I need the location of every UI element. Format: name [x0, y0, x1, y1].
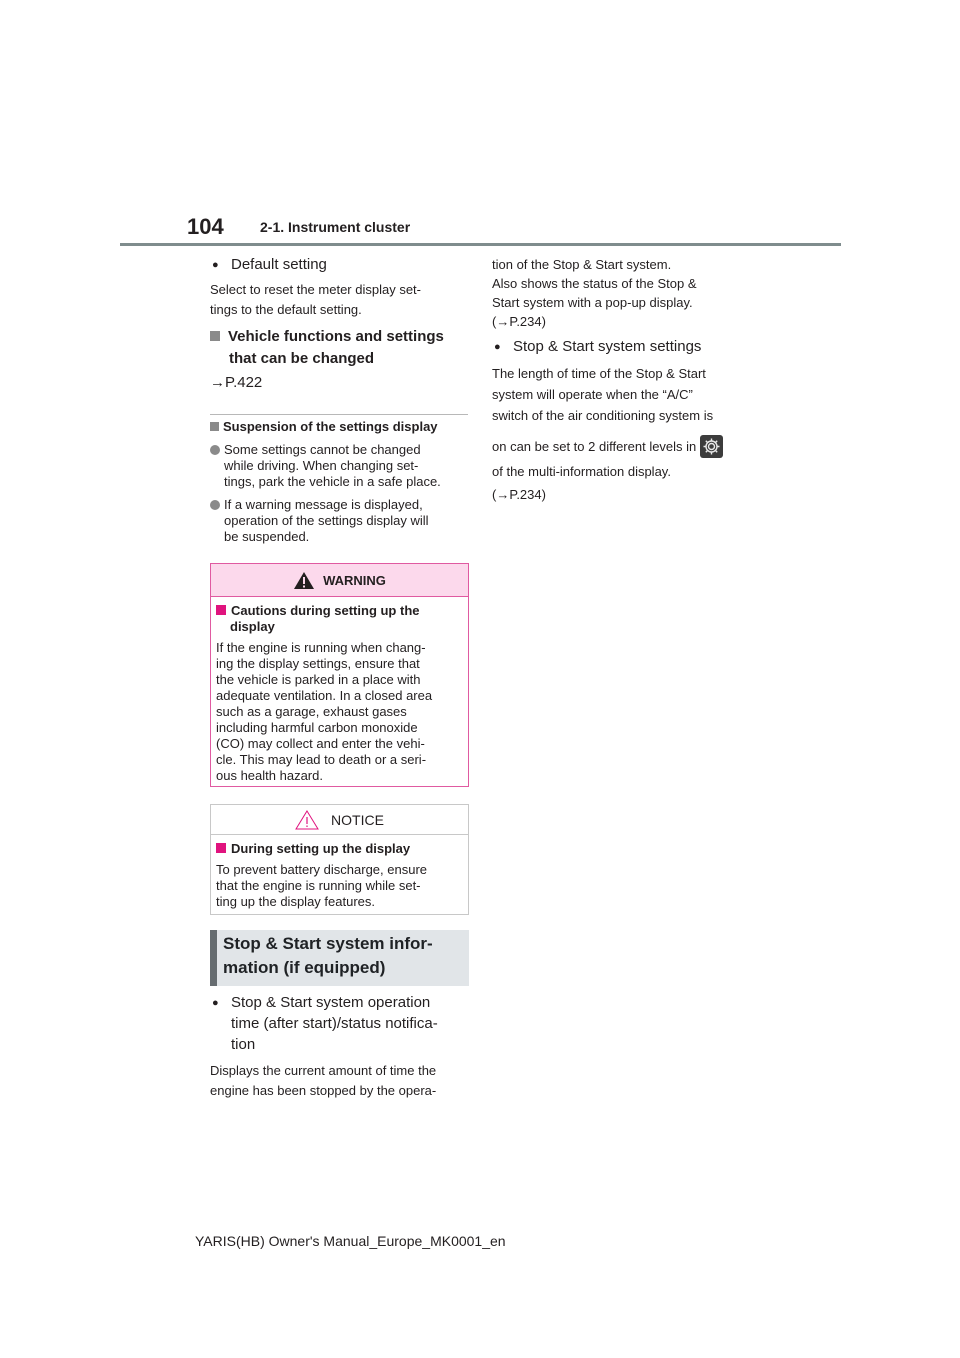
- circle-bullet-icon: [210, 500, 220, 510]
- divider: [210, 414, 468, 415]
- operation-time-heading: ● Stop & Start system operation time (after start)/status notifica- tion: [212, 994, 438, 1053]
- warning-box: [210, 563, 469, 787]
- bullet-icon: ●: [212, 997, 219, 1009]
- suspension-heading: Suspension of the settings display: [210, 419, 438, 434]
- suspension-item-1: Some settings cannot be changed while driving. When changing set- tings, park the vehicle in a safe place.: [210, 442, 472, 490]
- square-bullet-icon: [216, 843, 226, 853]
- default-setting-heading: ● Default setting: [212, 254, 327, 276]
- notice-header: NOTICE: [211, 805, 468, 835]
- warning-triangle-icon: [293, 571, 315, 590]
- notice-body: [211, 835, 468, 918]
- notice-box: [210, 804, 469, 915]
- page-number: 104: [187, 214, 224, 239]
- square-bullet-icon: [210, 331, 220, 341]
- warning-header: WARNING: [211, 564, 468, 597]
- vehicle-functions-link[interactable]: →P.422: [210, 374, 263, 391]
- bullet-icon: ●: [212, 259, 219, 271]
- bullet-icon: ●: [494, 341, 501, 353]
- settings-text: The length of time of the Stop & Start system will operate when the “A/C” switch of the air conditioning system is on can be set to 2 different levels in of the multi-information display. (→P.234): [492, 366, 723, 508]
- notice-heading: During setting up the display: [216, 841, 463, 857]
- page-ref-link[interactable]: (→P.234): [492, 314, 546, 329]
- default-setting-text: Select to reset the meter display set- tings to the default setting.: [210, 282, 421, 317]
- stop-start-section-heading: Stop & Start system infor- mation (if equipped): [210, 930, 469, 986]
- notice-triangle-icon: [295, 810, 319, 830]
- warning-text: If the engine is running when chang- ing the display settings, ensure that the vehicle is parked in a place with adequate ventilation. In a closed area such as a garage, exhaust gases including harmful carbon monoxide (CO) may collect and enter the vehi- cle. This may lead to death or a seri- ous health hazard.: [216, 640, 433, 783]
- vehicle-functions-heading: Vehicle functions and settings that can be changed: [210, 326, 444, 370]
- warning-body: [211, 597, 468, 792]
- warning-heading: Cautions during setting up the display: [216, 603, 463, 635]
- operation-time-text: Displays the current amount of time the engine has been stopped by the opera-: [210, 1063, 437, 1098]
- notice-text: To prevent battery discharge, ensure that the engine is running while set- ting up the display features.: [216, 862, 428, 909]
- circle-bullet-icon: [210, 445, 220, 455]
- section-title: 2-1. Instrument cluster: [260, 219, 411, 235]
- footer: YARIS(HB) Owner's Manual_Europe_MK0001_en: [195, 1233, 506, 1249]
- square-bullet-icon: [216, 605, 226, 615]
- page-ref-link[interactable]: (→P.234): [492, 487, 546, 502]
- square-bullet-icon: [210, 422, 219, 431]
- operation-time-text-cont: tion of the Stop & Start system. Also shows the status of the Stop & Start system with a pop-up display. (→P.234): [492, 257, 697, 329]
- suspension-item-2: If a warning message is displayed, operation of the settings display will be suspended.: [210, 497, 472, 545]
- header-rule: [120, 243, 841, 246]
- settings-heading: ● Stop & Start system settings: [494, 336, 701, 358]
- gear-icon: [700, 435, 723, 458]
